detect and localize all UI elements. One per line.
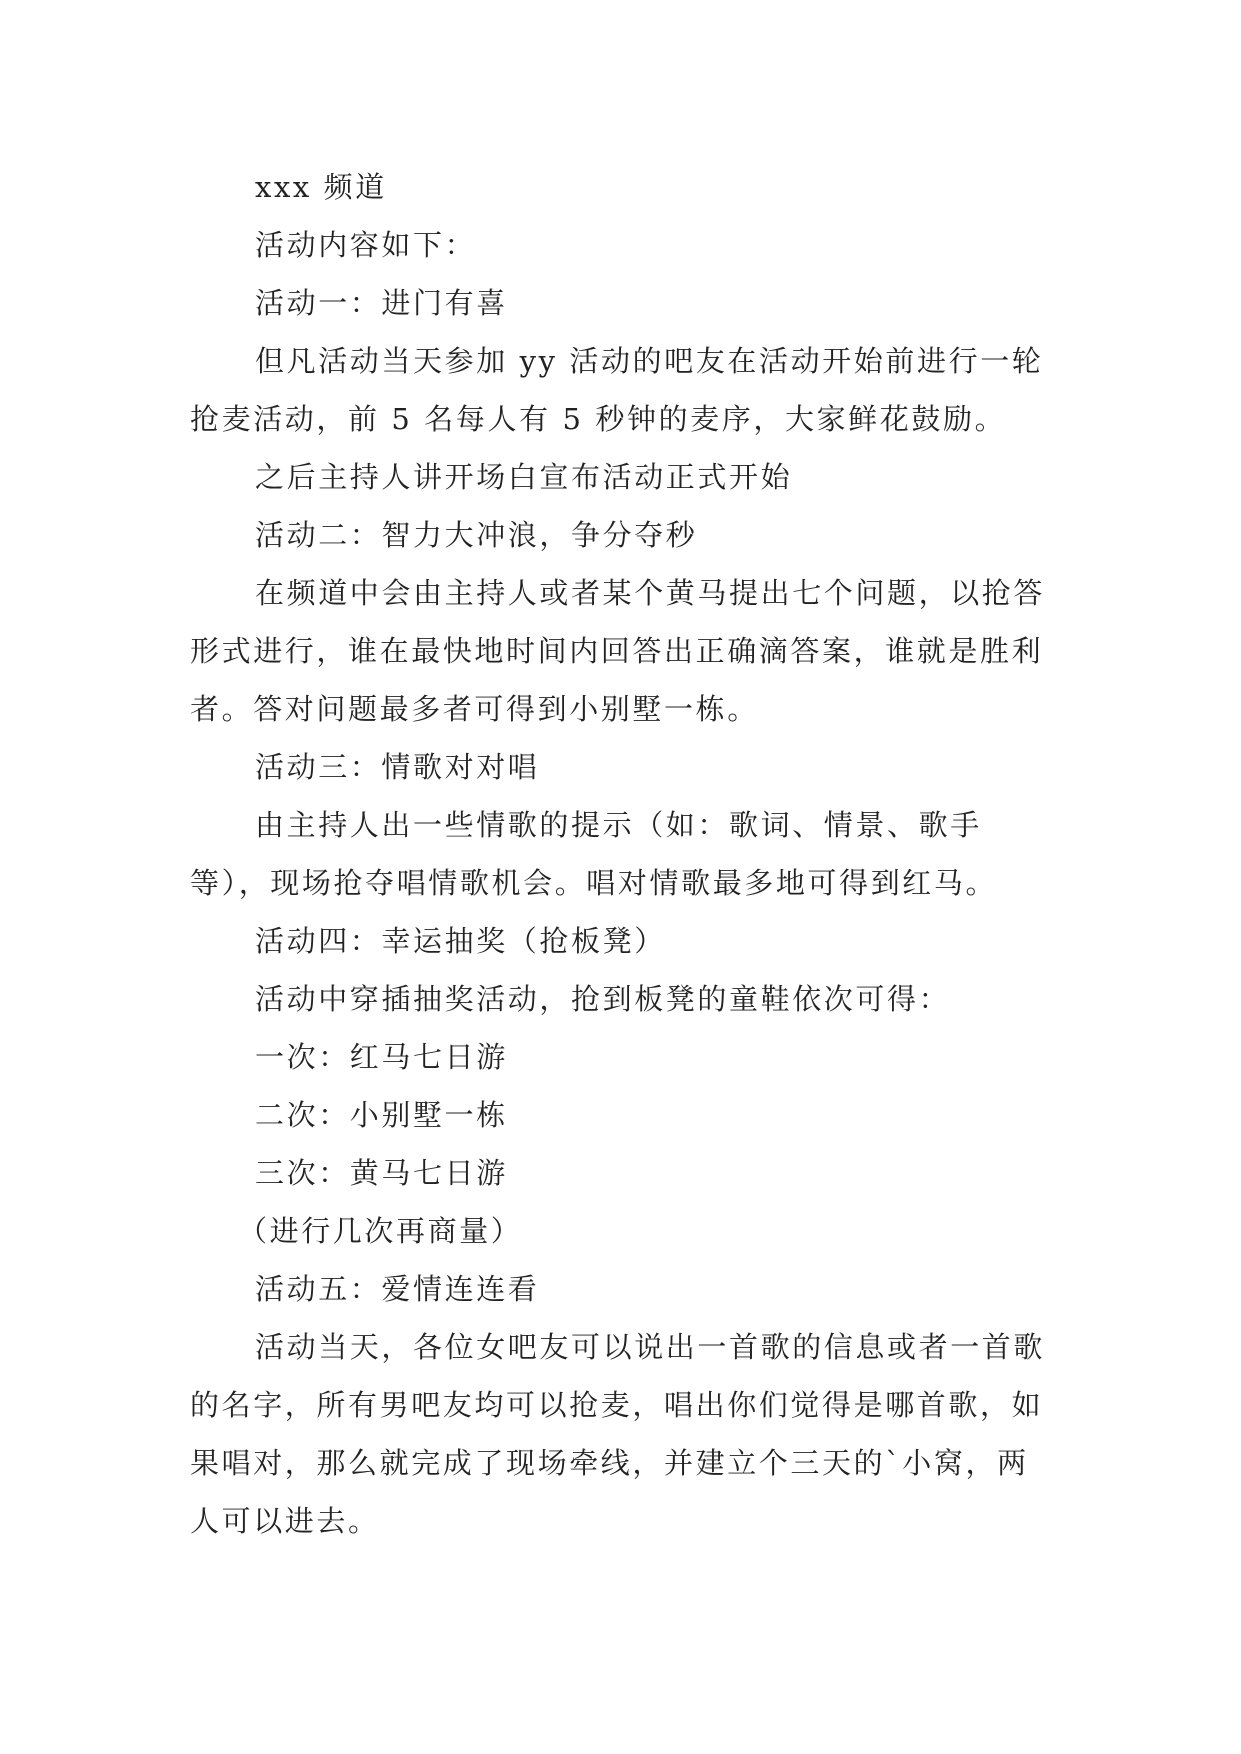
activity-4-description: 活动中穿插抽奖活动，抢到板凳的童鞋依次可得： [255,982,951,1016]
channel-line: xxx 频道 [255,170,387,204]
prize-note: （进行几次再商量） [238,1214,523,1248]
activity-3-heading: 活动三：情歌对对唱 [255,750,540,784]
activity-1-description: 但凡活动当天参加 yy 活动的吧友在活动开始前进行一轮抢麦活动，前 5 名每人有 5 秒钟的麦序，大家鲜花鼓励。 [190,344,1044,436]
prize-first: 一次：红马七日游 [255,1040,508,1074]
activities-intro: 活动内容如下： [255,228,477,262]
prize-second: 二次：小别墅一栋 [255,1098,508,1132]
document-page [190,158,1054,1550]
activity-2-description: 在频道中会由主持人或者某个黄马提出七个问题，以抢答形式进行，谁在最快地时间内回答出正确滴答案，谁就是胜利者。答对问题最多者可得到小别墅一栋。 [190,576,1046,726]
activity-4-heading: 活动四：幸运抽奖（抢板凳） [255,924,666,958]
activity-5-description: 活动当天，各位女吧友可以说出一首歌的信息或者一首歌的名字，所有男吧友均可以抢麦，唱出你们觉得是哪首歌，如果唱对，那么就完成了现场牵线，并建立个三天的`小窝，两人可以进去。 [190,1330,1046,1538]
host-opening-line: 之后主持人讲开场白宣布活动正式开始 [255,460,793,494]
activity-1-heading: 活动一：进门有喜 [255,286,508,320]
activity-5-heading: 活动五：爱情连连看 [255,1272,540,1306]
activity-2-heading: 活动二：智力大冲浪，争分夺秒 [255,518,698,552]
activity-3-description: 由主持人出一些情歌的提示（如：歌词、情景、歌手等），现场抢夺唱情歌机会。唱对情歌最多地可得到红马。 [190,808,998,900]
prize-third: 三次：黄马七日游 [255,1156,508,1190]
